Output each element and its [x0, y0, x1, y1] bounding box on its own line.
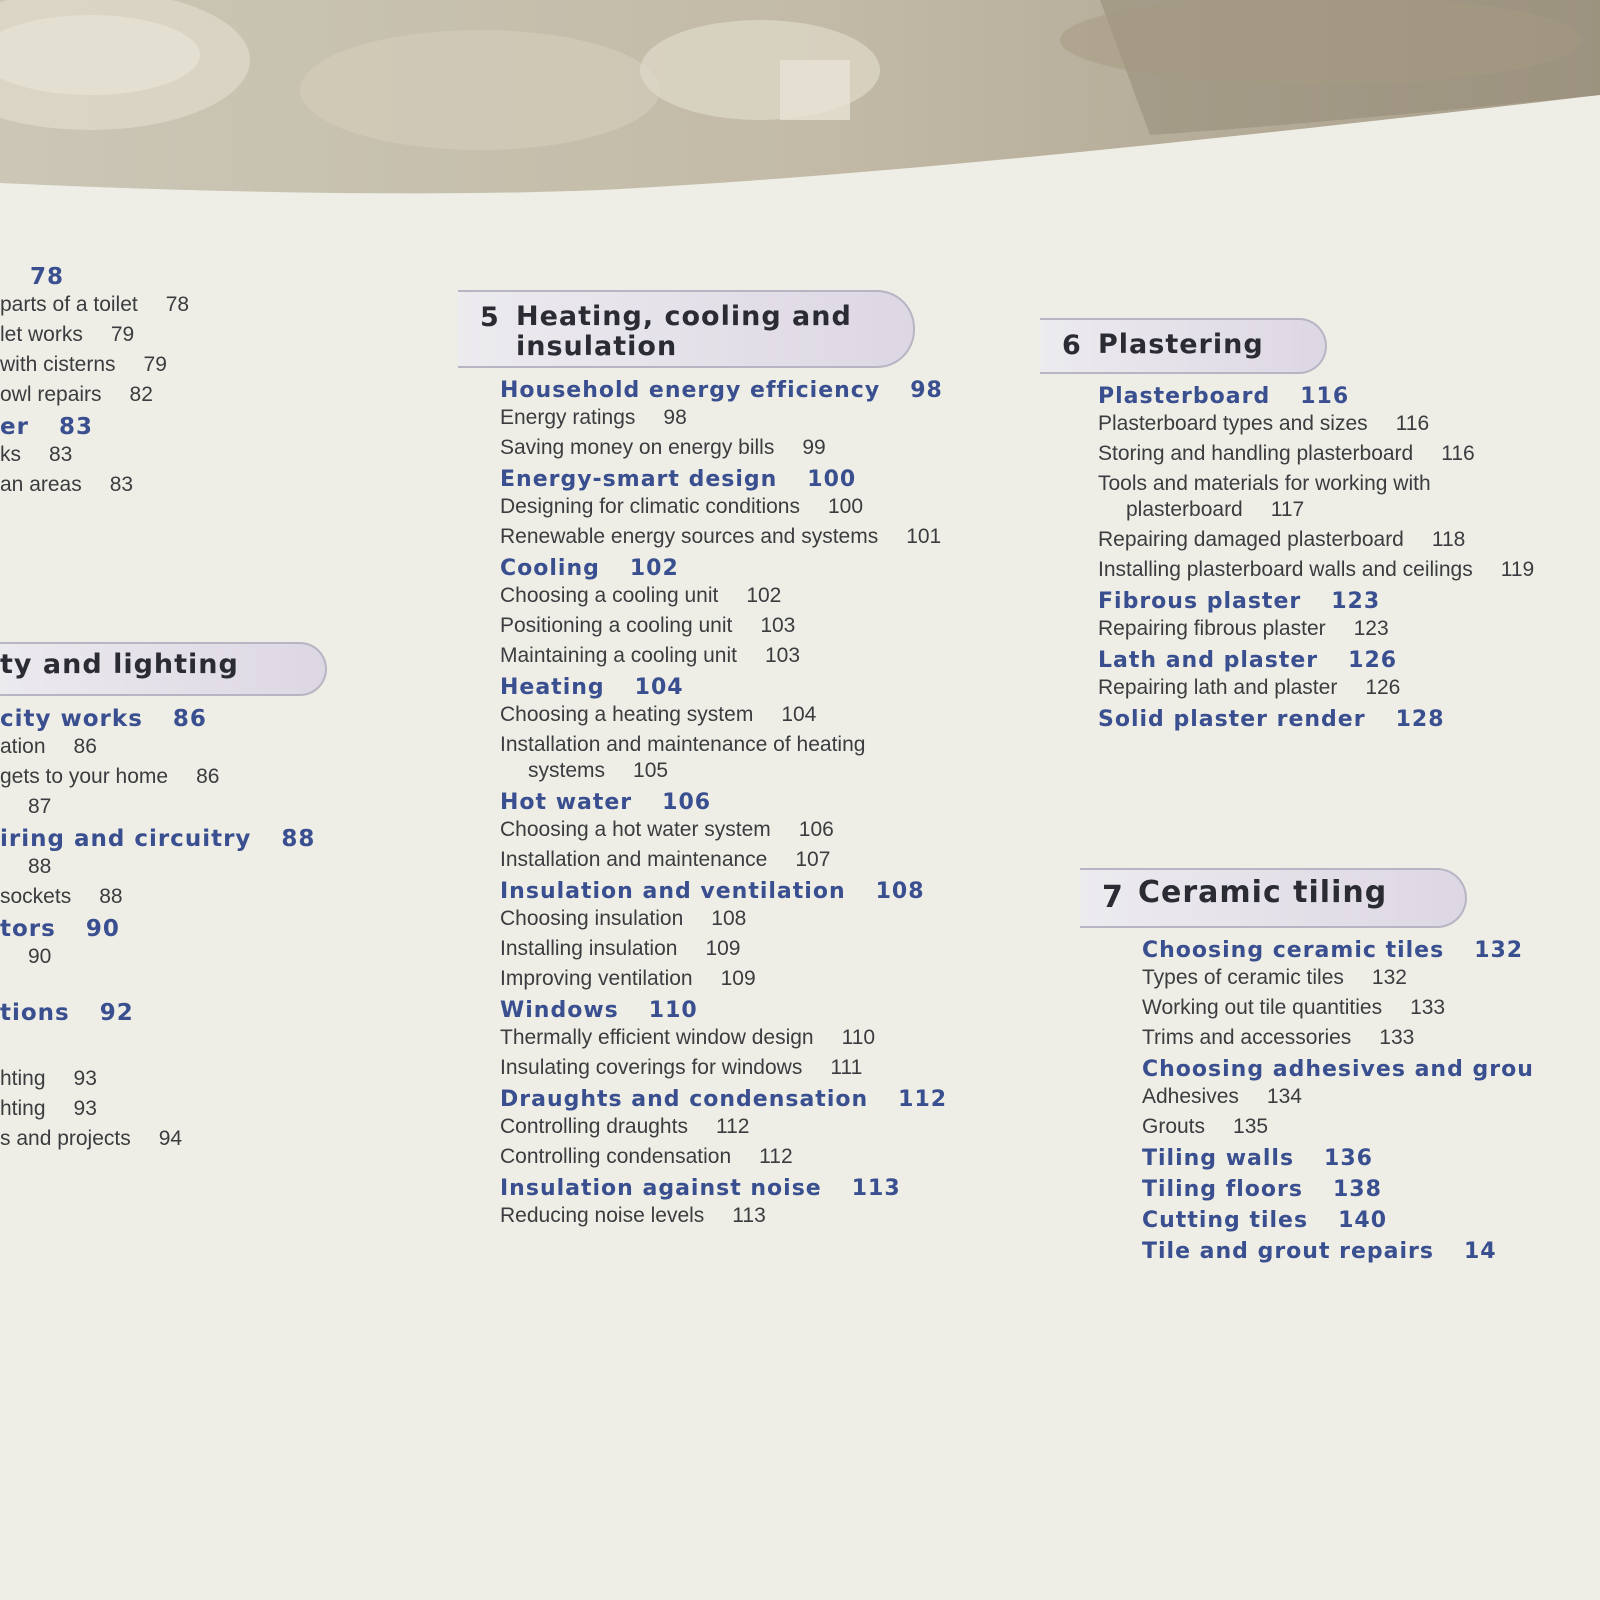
- entry-page-number: 83: [49, 443, 73, 466]
- entry-page-number: 99: [802, 436, 826, 459]
- toc-subentry: [500, 643, 978, 669]
- entry-label: Draughts and condensation: [500, 1087, 869, 1112]
- entry-label: Cutting tiles: [1142, 1208, 1309, 1233]
- toc-subentry: [1098, 441, 1600, 467]
- entry-label: sockets: [0, 885, 72, 908]
- toc-section-entry: [1142, 1177, 1600, 1202]
- entry-page-number: 123: [1353, 617, 1389, 640]
- entry-label: Repairing damaged plasterboard: [1098, 528, 1404, 551]
- entry-label: ks: [0, 443, 21, 466]
- toc-section-entry: [1142, 1057, 1600, 1082]
- toc-subentry: [0, 352, 360, 378]
- entry-page-number: 126: [1348, 648, 1398, 673]
- entry-label: Grouts: [1142, 1115, 1206, 1138]
- entry-label: Choosing a heating system: [500, 703, 754, 726]
- entry-page-number: 133: [1379, 1026, 1415, 1049]
- chapter-number: 6: [1062, 330, 1081, 361]
- entry-page-number: 107: [795, 848, 831, 871]
- entry-page-number: 116: [1300, 384, 1350, 409]
- toc-subentry: [1142, 965, 1600, 991]
- entry-page-number: 102: [629, 556, 679, 581]
- entry-page-number: 100: [807, 467, 857, 492]
- entry-label: Energy ratings: [500, 406, 636, 429]
- toc-subentry: [0, 764, 360, 790]
- entry-label: Cooling: [500, 556, 600, 581]
- entry-label: Solid plaster render: [1098, 707, 1366, 732]
- entry-page-number: 112: [759, 1145, 793, 1168]
- toc-section-entry: [1142, 1239, 1600, 1264]
- toc-subentry: [500, 1203, 978, 1229]
- entry-label: let works: [0, 323, 83, 346]
- entry-label: gets to your home: [0, 765, 169, 788]
- entry-page-number: 88: [281, 826, 316, 852]
- chapter-title: Plastering: [1098, 329, 1264, 360]
- toc-subentry: [1142, 1114, 1600, 1140]
- toc-subentry: [0, 1096, 360, 1122]
- toc-subentry: [0, 734, 360, 760]
- entry-label: Insulation and ventilation: [500, 879, 846, 904]
- toc-subentry: [1098, 616, 1600, 642]
- toc-section-entry: [0, 414, 360, 440]
- toc-subentry: [500, 494, 978, 520]
- entry-label: Energy-smart design: [500, 467, 778, 492]
- entry-page-number: 83: [109, 473, 134, 496]
- entry-page-number: 111: [830, 1056, 863, 1079]
- entry-label: Renewable energy sources and systems: [500, 525, 879, 548]
- toc-section-entry: [500, 790, 978, 815]
- entry-page-number: 106: [798, 818, 834, 841]
- chapter-7-column: [1080, 868, 1600, 1266]
- toc-subentry: [500, 405, 978, 431]
- toc-subentry: [500, 732, 978, 784]
- entry-page-number: 90: [28, 945, 52, 968]
- entry-label: Choosing adhesives and grou: [1142, 1057, 1534, 1082]
- toc-subentry: [0, 442, 360, 468]
- toc-section-entry: [500, 879, 978, 904]
- chapter-band-left: [0, 642, 327, 696]
- entry-label: s and projects: [0, 1127, 131, 1150]
- entry-page-number: 113: [851, 1176, 901, 1201]
- entry-page-number: 132: [1371, 966, 1407, 989]
- toc-subentry: [1098, 557, 1600, 583]
- entry-page-number: 126: [1365, 676, 1401, 699]
- toc-subentry: [0, 884, 360, 910]
- toc-section-entry: [1098, 589, 1600, 614]
- toc-subentry: [500, 524, 978, 550]
- toc-subentry: [500, 702, 978, 728]
- entry-page-number: 134: [1266, 1085, 1302, 1108]
- entry-page-number: 94: [158, 1127, 183, 1150]
- entry-label: Improving ventilation: [500, 967, 693, 990]
- toc-subentry: [500, 847, 978, 873]
- entry-label: city works: [0, 706, 143, 732]
- entry-page-number: 118: [1431, 528, 1466, 551]
- entry-label: tions: [0, 1000, 70, 1026]
- entry-label: Lath and plaster: [1098, 648, 1319, 673]
- chapter-6-column: [1040, 318, 1600, 734]
- entry-label: Controlling condensation: [500, 1145, 732, 1168]
- entry-label: Insulation against noise: [500, 1176, 822, 1201]
- entry-label: iring and circuitry: [0, 826, 252, 852]
- entry-label: Reducing noise levels: [500, 1204, 705, 1227]
- entry-page-number: 14: [1463, 1239, 1497, 1264]
- entry-label: Insulating coverings for windows: [500, 1056, 803, 1079]
- toc-section-entry: [1098, 648, 1600, 673]
- entry-page-number: 98: [910, 378, 943, 403]
- toc-subentry: [1098, 527, 1600, 553]
- entry-label-continuation-text: systems: [528, 759, 606, 782]
- toc-section-entry: [0, 706, 360, 732]
- entry-page-number: 82: [129, 383, 153, 406]
- toc-section-entry: [500, 1087, 978, 1112]
- entry-label: Tiling walls: [1142, 1146, 1295, 1171]
- entry-page-number: 105: [633, 759, 669, 782]
- entry-page-number: 86: [172, 706, 207, 732]
- entry-label: Working out tile quantities: [1142, 996, 1383, 1019]
- entry-page-number: 112: [898, 1087, 948, 1112]
- entry-page-number: 103: [760, 614, 796, 637]
- entry-label: Storing and handling plasterboard: [1098, 442, 1414, 465]
- toc-subentry: [500, 817, 978, 843]
- toc-subentry: [0, 854, 360, 880]
- toc-subentry: [1098, 411, 1600, 437]
- entry-label: Choosing ceramic tiles: [1142, 938, 1445, 963]
- entry-page-number: 104: [634, 675, 684, 700]
- entry-label: Repairing fibrous plaster: [1098, 617, 1326, 640]
- toc-section-entry: [1142, 1146, 1600, 1171]
- entry-page-number: 83: [58, 414, 93, 440]
- entry-page-number: 78: [165, 293, 190, 316]
- entry-page-number: 87: [28, 795, 52, 818]
- entry-page-number: 112: [715, 1115, 750, 1138]
- entry-label: Installing insulation: [500, 937, 678, 960]
- entry-page-number: 123: [1331, 589, 1381, 614]
- entry-label: hting: [0, 1067, 46, 1090]
- chapter-band: [1080, 868, 1467, 928]
- entry-label: Plasterboard types and sizes: [1098, 412, 1368, 435]
- toc-section-entry: [500, 1176, 978, 1201]
- entry-label: tors: [0, 916, 56, 942]
- chapter-title: ty and lighting: [0, 649, 239, 680]
- toc-subentry: [500, 435, 978, 461]
- entry-label: Maintaining a cooling unit: [500, 644, 737, 667]
- entry-page-number: 88: [99, 885, 123, 908]
- entry-page-number: 116: [1441, 442, 1475, 465]
- entry-label: Designing for climatic conditions: [500, 495, 800, 518]
- entry-page-number: 117: [1270, 498, 1305, 521]
- chapter-title: Ceramic tiling: [1138, 875, 1388, 910]
- toc-section-entry: [1098, 707, 1600, 732]
- entry-page-number: 90: [85, 916, 120, 942]
- toc-subentry: [1142, 1084, 1600, 1110]
- entry-label: ation: [0, 735, 46, 758]
- entry-label: er: [0, 414, 29, 440]
- toc-subentry: [500, 1025, 978, 1051]
- left-column: [0, 258, 360, 1156]
- entry-label: Plasterboard: [1098, 384, 1271, 409]
- toc-subentry: [500, 906, 978, 932]
- toc-subentry: [500, 1144, 978, 1170]
- entry-label: Repairing lath and plaster: [1098, 676, 1338, 699]
- entry-label-continuation-text: plasterboard: [1126, 498, 1243, 521]
- entry-page-number: 128: [1395, 707, 1445, 732]
- entry-label: Trims and accessories: [1142, 1026, 1352, 1049]
- entry-label: Tools and materials for working with: [1098, 472, 1431, 495]
- toc-subentry: [500, 1114, 978, 1140]
- entry-label: Types of ceramic tiles: [1142, 966, 1344, 989]
- entry-page-number: 109: [720, 967, 756, 990]
- entry-label: an areas: [0, 473, 82, 496]
- toc-subentry: [0, 472, 360, 498]
- entry-label: Installation and maintenance of heating: [500, 733, 866, 756]
- entry-page-number: 108: [711, 907, 747, 930]
- entry-page-number: 98: [663, 406, 687, 429]
- entry-label-continuation: [500, 758, 978, 784]
- chapter-band: [458, 290, 915, 368]
- entry-label: Thermally efficient window design: [500, 1026, 814, 1049]
- toc-section-entry: [0, 1000, 360, 1026]
- toc-subentry: [1098, 675, 1600, 701]
- entry-page-number: 92: [99, 1000, 134, 1026]
- entry-label: Installing plasterboard walls and ceilings: [1098, 558, 1473, 581]
- toc-subentry: [500, 936, 978, 962]
- toc-subentry: [1098, 471, 1600, 523]
- entry-label: with cisterns: [0, 353, 116, 376]
- entry-page-number: 101: [906, 525, 942, 548]
- toc-section-entry: [1098, 384, 1600, 409]
- toc-subentry: [1142, 995, 1600, 1021]
- entry-page-number: 135: [1233, 1115, 1269, 1138]
- entry-page-number: 138: [1332, 1177, 1382, 1202]
- toc-subentry: [1142, 1025, 1600, 1051]
- entry-page-number: 79: [110, 323, 135, 346]
- entry-page-number: 93: [73, 1097, 97, 1120]
- entry-label: hting: [0, 1097, 46, 1120]
- toc-subentry: [500, 1055, 978, 1081]
- entry-label: parts of a toilet: [0, 293, 138, 316]
- entry-page-number: 79: [143, 353, 167, 376]
- entry-label: Installation and maintenance: [500, 848, 768, 871]
- entry-page-number: 133: [1410, 996, 1446, 1019]
- entry-page-number: 110: [841, 1026, 876, 1049]
- entry-page-number: 108: [875, 879, 925, 904]
- toc-section-entry: [500, 675, 978, 700]
- entry-label: Hot water: [500, 790, 633, 815]
- entry-page-number: 78: [30, 264, 65, 290]
- entry-page-number: 113: [732, 1204, 766, 1227]
- entry-label: Heating: [500, 675, 605, 700]
- entry-page-number: 103: [765, 644, 801, 667]
- chapter-5-column: [458, 290, 978, 1233]
- entry-page-number: 86: [196, 765, 220, 788]
- toc-section-entry: [500, 378, 978, 403]
- entry-page-number: 102: [746, 584, 782, 607]
- entry-label: Fibrous plaster: [1098, 589, 1302, 614]
- entry-page-number: 86: [73, 735, 97, 758]
- chapter-number: 5: [480, 302, 499, 333]
- toc-subentry: [500, 583, 978, 609]
- entry-label: Choosing a hot water system: [500, 818, 771, 841]
- entry-page-number: 116: [1395, 412, 1430, 435]
- entry-page-number: 88: [28, 855, 52, 878]
- toc-subentry: [500, 613, 978, 639]
- toc-section-entry: [500, 467, 978, 492]
- toc-subentry: [0, 382, 360, 408]
- entry-label-continuation: [1098, 497, 1600, 523]
- entry-page-number: 100: [827, 495, 864, 518]
- toc-section-entry: [1142, 938, 1600, 963]
- entry-page-number: 110: [648, 998, 698, 1023]
- entry-label: Positioning a cooling unit: [500, 614, 733, 637]
- toc-subentry: [0, 794, 360, 820]
- toc-section-entry: [0, 264, 360, 290]
- toc-section-entry: [0, 826, 360, 852]
- toc-section-entry: [500, 998, 978, 1023]
- toc-subentry: [0, 1066, 360, 1092]
- toc-section-entry: [1142, 1208, 1600, 1233]
- entry-page-number: 136: [1324, 1146, 1373, 1171]
- entry-label: owl repairs: [0, 383, 102, 406]
- chapter-title: Heating, cooling and insulation: [516, 301, 852, 362]
- toc-subentry: [0, 1126, 360, 1152]
- chapter-band: [1040, 318, 1327, 374]
- entry-page-number: 93: [73, 1067, 97, 1090]
- entry-page-number: 109: [705, 937, 741, 960]
- entry-page-number: 132: [1474, 938, 1524, 963]
- entry-label: Adhesives: [1142, 1085, 1239, 1108]
- entry-label: Saving money on energy bills: [500, 436, 775, 459]
- entry-label: Windows: [500, 998, 619, 1023]
- toc-subentry: [0, 944, 360, 970]
- entry-label: Tile and grout repairs: [1142, 1239, 1434, 1264]
- entry-label: Choosing a cooling unit: [500, 584, 719, 607]
- toc-subentry: [500, 966, 978, 992]
- entry-page-number: 106: [662, 790, 712, 815]
- toc-subentry: [0, 292, 360, 318]
- entry-page-number: 104: [781, 703, 817, 726]
- entry-page-number: 140: [1338, 1208, 1388, 1233]
- entry-page-number: 119: [1500, 558, 1535, 581]
- toc-section-entry: [500, 556, 978, 581]
- chapter-number: 7: [1102, 880, 1123, 915]
- toc-section-entry: [0, 916, 360, 942]
- entry-label: Choosing insulation: [500, 907, 684, 930]
- toc-subentry: [0, 322, 360, 348]
- entry-label: Controlling draughts: [500, 1115, 688, 1138]
- entry-label: Household energy efficiency: [500, 378, 881, 403]
- entry-label: Tiling floors: [1142, 1177, 1303, 1202]
